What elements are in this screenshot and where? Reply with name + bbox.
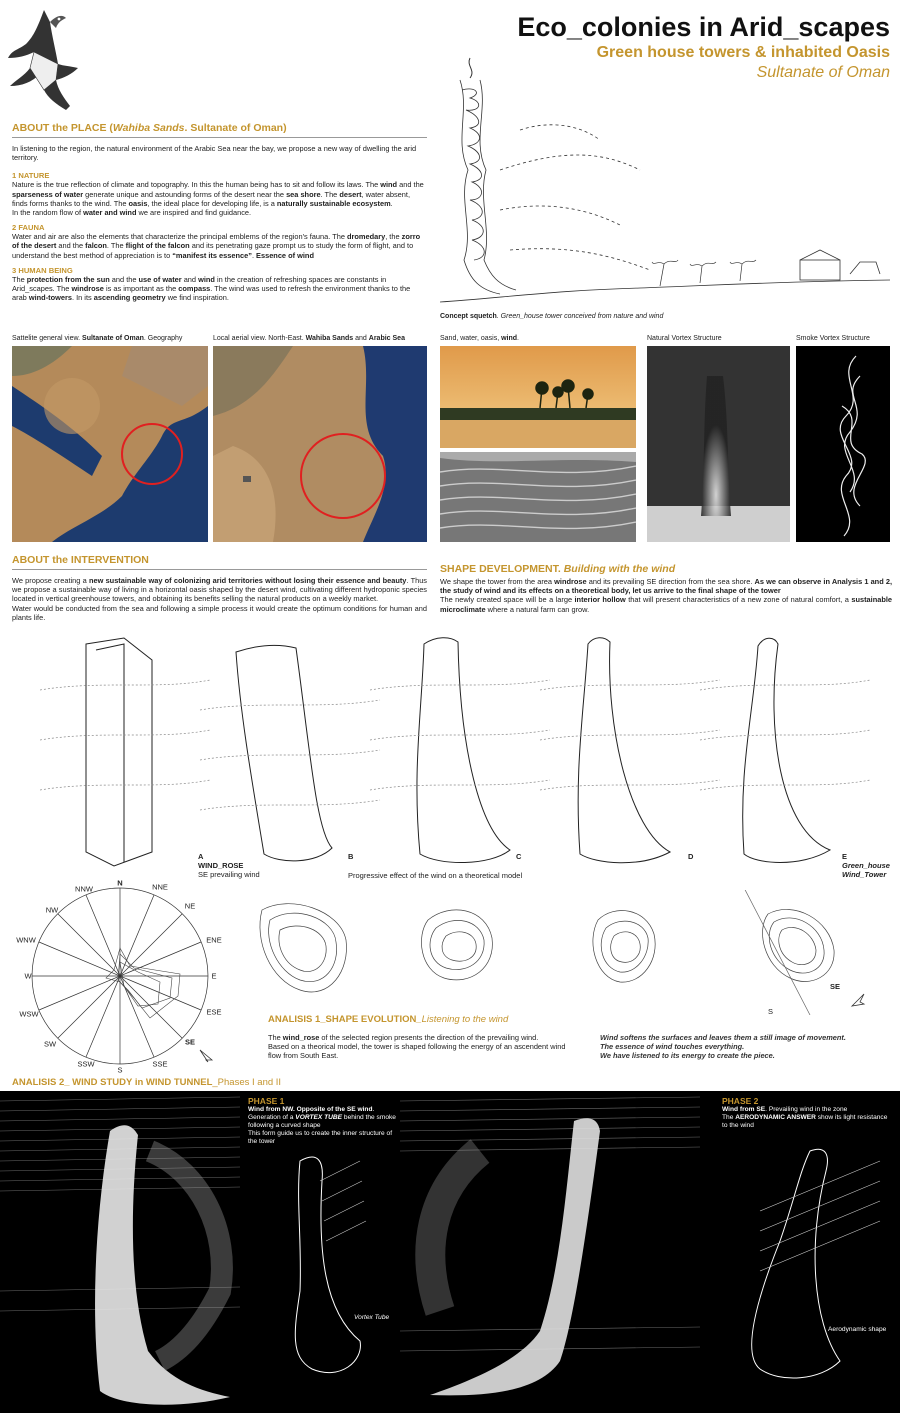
falcon-logo [4, 6, 84, 116]
rose-w: W [24, 971, 32, 981]
human-heading: 3 HUMAN BEING [12, 265, 73, 275]
rose-nnw: NNW [75, 884, 93, 894]
phase2-block [722, 1096, 892, 1130]
rose-ese: ESE [206, 1007, 222, 1017]
shape-heading: SHAPE DEVELOPMENT. Building with the wind [440, 563, 676, 575]
intervention-section [12, 554, 427, 622]
shape-section [440, 563, 892, 614]
wind-tunnel-panel [0, 1091, 900, 1413]
falcon-icon [4, 6, 84, 116]
phase1-text: Wind from NW. Opposite of the SE wind. Generation of a VORTEX TUBE behind the smoke following a curved shape This form guide us to create the inner structure of the tower [248, 1106, 396, 1145]
rose-nne: NNE [152, 882, 168, 892]
concept-sketch [440, 50, 890, 310]
section-rule [12, 569, 427, 570]
rose-sse: SSE [152, 1059, 168, 1069]
page-title: Eco_colonies in Arid_scapes [517, 12, 890, 42]
plan-s-label: S [768, 1007, 774, 1016]
photo3-caption: Smoke Vortex Structure [796, 335, 870, 342]
progressive-caption: Progressive effect of the wind on a theoretical model [348, 871, 523, 880]
natural-vortex-photo [647, 346, 790, 542]
sketch-b-label: B [348, 852, 354, 861]
plan-sections [250, 890, 890, 1015]
rose-ne: NE [184, 901, 196, 911]
wind-arrow-icon [198, 1048, 214, 1069]
concept-caption: Concept squetch. Green_house tower conceived from nature and wind [440, 313, 664, 320]
tower-sketches [40, 630, 900, 875]
photo2-caption: Natural Vortex Structure [647, 335, 722, 342]
phase1-block [248, 1096, 398, 1146]
rose-sw: SW [43, 1039, 57, 1049]
plan-se-label: SE [830, 982, 841, 991]
place-section [12, 122, 427, 302]
place-intro: In listening to the region, the natural environment of the Arabic Sea near the bay, we propose a new way of dwelling the arid territory. [12, 144, 417, 163]
nature-text: Nature is the true reflection of climate and topography. In this the human being has to sit and follow its laws. The wind and the sparseness of water generate unique and astounding forms of the desert near the sea shore. The desert, water absent, finds forms thanks to the wind. The oasis, the ideal place for developing life, is a naturally sustainable ecosystem. In the random flow of water and wind we are inspired and find guidance. [12, 180, 424, 218]
phase2-title: PHASE 2 [722, 1096, 759, 1106]
human-text: The protection from the sun and the use of water and wind in the creation of refreshing spaces are constants in Arid_scapes. The windrose is as important as the compass. The wind was used to refresh the environment thanks to the arab wind-towers. In its ascending geometry we find inspiration. [12, 274, 411, 303]
oasis-photo [440, 346, 636, 448]
rose-ssw: SSW [77, 1059, 95, 1069]
shape-text: We shape the tower from the area windrose and its prevailing SE direction from the sea shore. As we can observe in Analysis 1 and 2, the study of wind and its effects on a theoretical body, let us arrive to the final shape of the tower The newly created space will be a large interior hollow that will present characteristics of a new zone of natural comfort, a sustainable microclimate where a natural farm can grow. [440, 577, 893, 614]
phase2-text: Wind from SE. Prevailing wind in the zone The AERODYNAMIC ANSWER show its light resistance to the wind [722, 1106, 888, 1129]
rose-se: SE [184, 1037, 196, 1047]
analysis1-heading: ANALISIS 1_SHAPE EVOLUTION_Listening to the wind [268, 1014, 509, 1025]
rose-wnw: WNW [16, 935, 36, 945]
map2-caption: Local aerial view. North-East. Wahiba Sands and Arabic Sea [213, 335, 405, 342]
sketch-c-label: C [516, 852, 522, 861]
vortex-tube-label: Vortex Tube [354, 1314, 390, 1321]
rose-n: N [117, 878, 123, 888]
rose-wsw: WSW [19, 1009, 39, 1019]
rose-s: S [117, 1065, 123, 1075]
sketch-e-label: E Green_house Wind_Tower [842, 852, 890, 879]
analysis2-heading: ANALISIS 2_ WIND STUDY in WIND TUNNEL_Phases I and II [12, 1077, 282, 1088]
intervention-heading: ABOUT the INTERVENTION [12, 554, 149, 566]
aerial-map [213, 346, 427, 542]
analysis1-quote: Wind softens the surfaces and leaves them a still image of movement. The essence of wind touches everything. We have listened to its energy to create the piece. [600, 1033, 846, 1061]
intervention-text: We propose creating a new sustainable way of colonizing arid territories without losing their essence and beauty. Thus we propose a sustainable way of living in a horizontal oasis shaped by the desert wind, cultivating different hydroponic species located in vertical greenhouse towers, and obtaining its benefits selling the natural products on a weekly market. Water would be conducted from the sea and following a simple process it would create the optimum conditions for human and plants life. [12, 576, 427, 622]
se-arrow-icon [850, 992, 866, 1013]
page-subtitle: Green house towers & inhabited Oasis [596, 44, 890, 61]
dunes-photo [440, 452, 636, 542]
phase1-title: PHASE 1 [248, 1096, 285, 1106]
aerodynamic-label: Aerodynamic shape [828, 1326, 887, 1333]
nature-heading: 1 NATURE [12, 171, 50, 181]
wind-rose [10, 878, 220, 1078]
satellite-map [12, 346, 208, 542]
rose-e: E [211, 971, 217, 981]
smoke-vortex-photo [796, 346, 890, 542]
rose-ene: ENE [206, 935, 222, 945]
map1-caption: Sattelite general view. Sultanate of Oman. Geography [12, 335, 183, 342]
fauna-text: Water and air are also the elements that characterize the principal emblems of the region's fauna. The dromedary, the zorro of the desert and the falcon. The flight of the falcon and its penetrating gaze prompt us to study the form of flight, and to understand the best method of appreciation is to “manifest its essence”. Essence of wind [12, 232, 421, 260]
rose-nw: NW [45, 905, 59, 915]
page-location: Sultanate of Oman [756, 64, 890, 81]
section-rule [12, 137, 427, 138]
place-heading: ABOUT the PLACE (Wahiba Sands. Sultanate of Oman) [12, 122, 287, 134]
sketch-a-label: A WIND_ROSE SE prevailing wind [198, 852, 260, 879]
fauna-heading: 2 FAUNA [12, 223, 45, 233]
analysis1-text: The wind_rose of the selected region presents the direction of the prevailing wind. Based on a theorical model, the tower is shaped following the energy of an ascendent wind flow from South East. [268, 1033, 566, 1061]
sketch-d-label: D [688, 852, 694, 861]
photo1-caption: Sand, water, oasis, wind. [440, 335, 519, 342]
